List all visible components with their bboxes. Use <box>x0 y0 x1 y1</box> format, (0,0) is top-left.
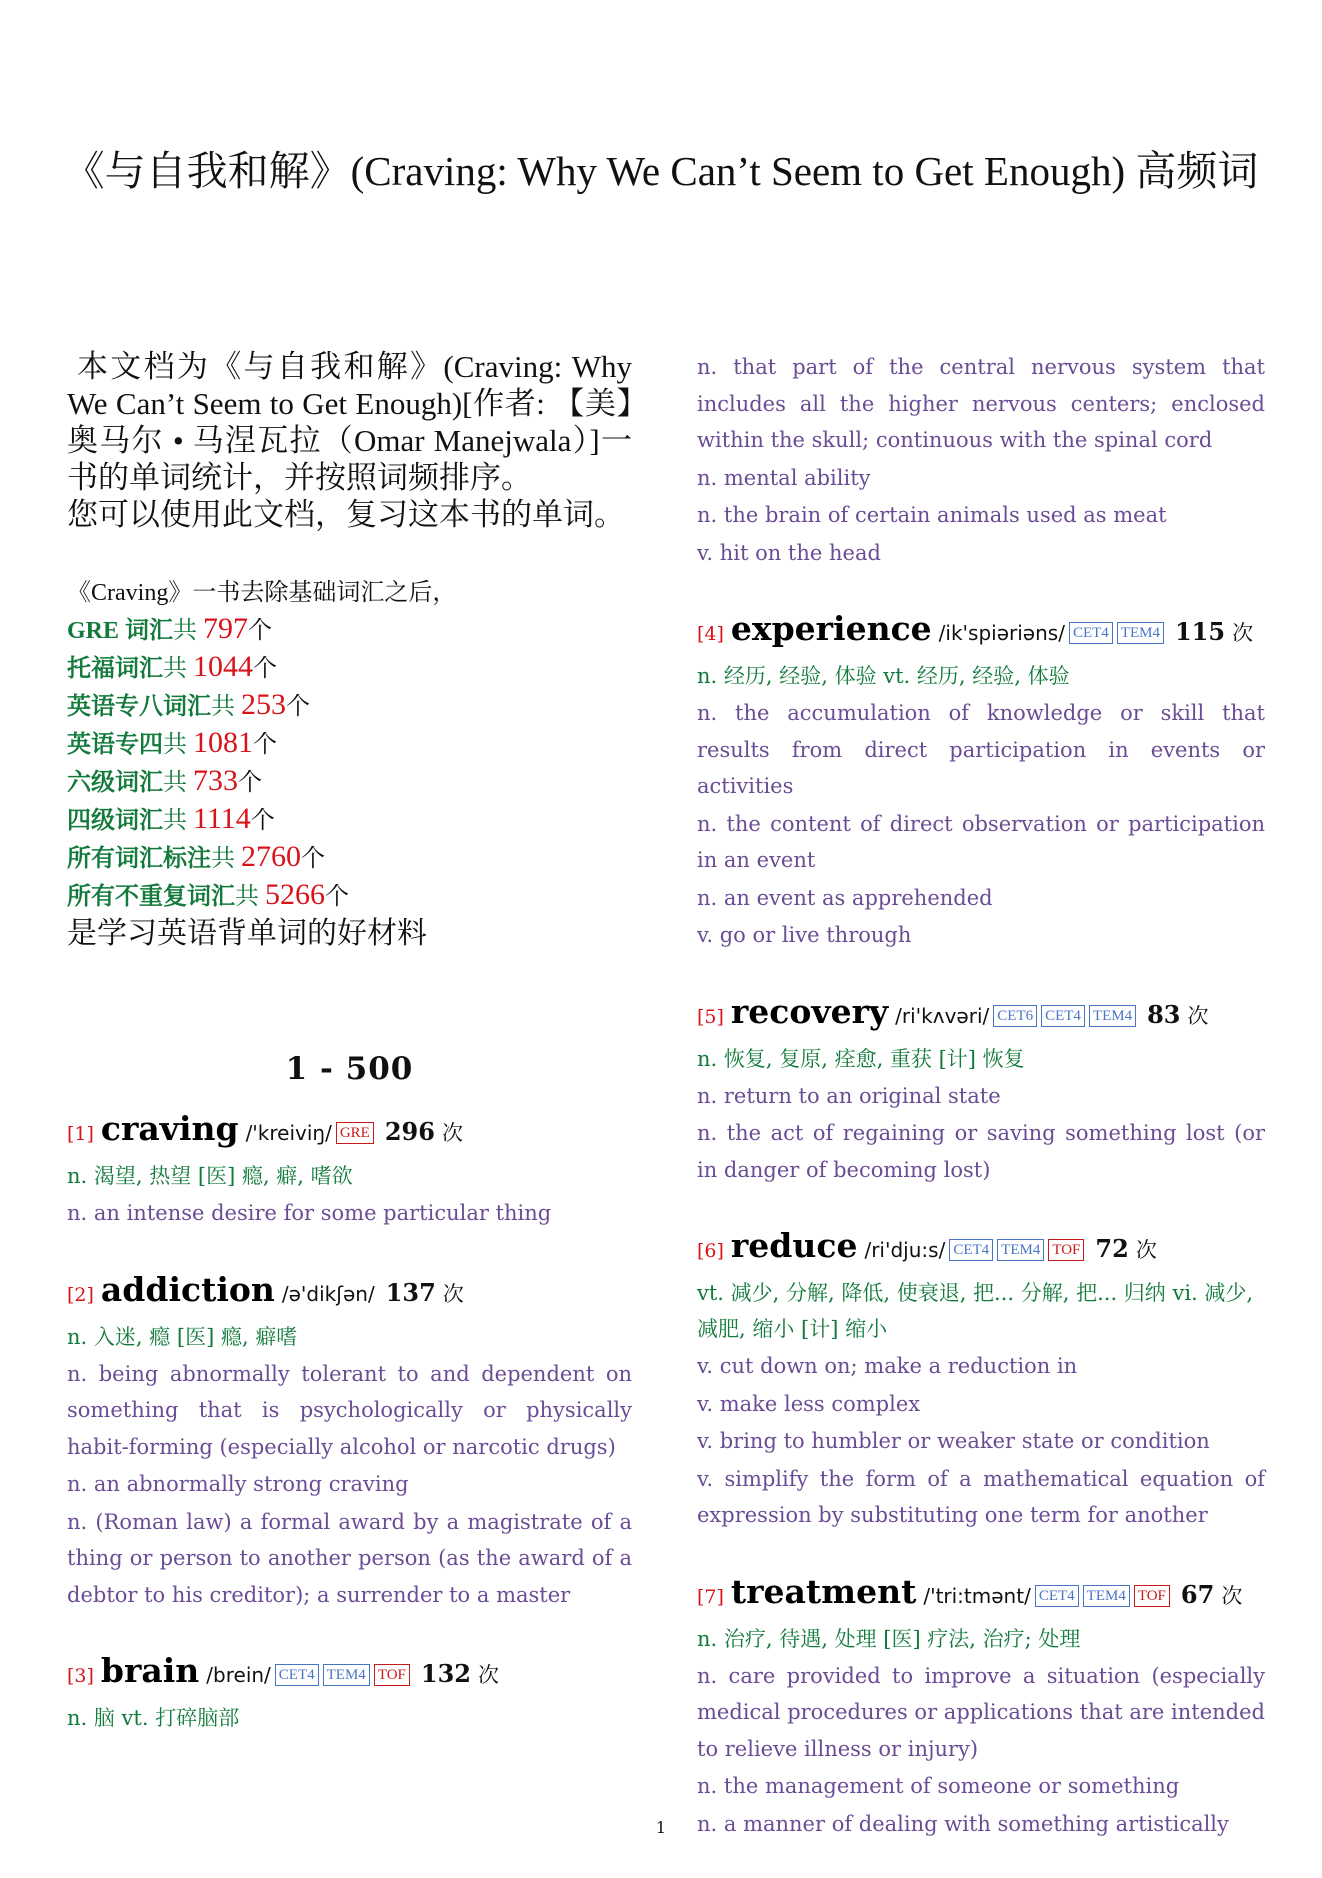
stats-label: GRE 词汇 <box>67 618 174 644</box>
english-definition: n. an event as apprehended <box>697 885 993 910</box>
frequency-unit: 次 <box>1232 621 1254 645</box>
right-column <box>697 348 1265 1878</box>
entry-frequency: 67 <box>1180 1579 1215 1609</box>
stats-label: 六级词汇 <box>67 770 163 796</box>
stats-unit: 个 <box>325 884 349 910</box>
english-definition: v. hit on the head <box>697 540 881 565</box>
stats-label: 托福词汇 <box>67 656 163 682</box>
exam-tag: TOF <box>374 1664 410 1686</box>
stats-row <box>67 611 632 649</box>
stats-block <box>67 575 632 953</box>
stats-row <box>67 877 632 915</box>
frequency-unit: 次 <box>441 1121 463 1145</box>
entry-word: addiction <box>100 1269 275 1309</box>
entry-word: experience <box>730 609 932 648</box>
stats-label: 所有词汇标注 <box>67 846 211 872</box>
stats-unit: 个 <box>248 618 273 644</box>
stats-gong: 共 <box>173 618 204 644</box>
stats-count: 797 <box>203 612 249 645</box>
english-definition: v. go or live through <box>697 923 912 947</box>
word-entry <box>67 1268 632 1614</box>
english-definition: n. the act of regaining or saving something lost (or in danger of becoming lost) <box>697 1121 1265 1182</box>
exam-tag: CET4 <box>1069 622 1113 644</box>
entry-phonetic: /'kreiviŋ/ <box>245 1121 332 1145</box>
stats-label: 英语专八词汇 <box>67 694 211 720</box>
english-definition: n. an abnormally strong craving <box>67 1472 409 1496</box>
entry-head <box>67 1268 632 1317</box>
entry-phonetic: /'tri:tmənt/ <box>923 1583 1031 1608</box>
page-title: 《与自我和解》(Craving: Why We Can’t Seem to Get Enough) 高频词 <box>63 148 1259 194</box>
entry-frequency: 115 <box>1174 617 1226 646</box>
word-entry <box>697 1570 1265 1843</box>
entry-frequency: 296 <box>384 1117 435 1146</box>
entry-word: recovery <box>730 991 889 1031</box>
stats-count: 1114 <box>193 802 251 835</box>
exam-tag: CET6 <box>993 1005 1037 1027</box>
stats-label: 四级词汇 <box>67 808 163 834</box>
english-definition: n. an intense desire for some particular thing <box>67 1201 552 1225</box>
entry-frequency: 83 <box>1147 999 1181 1029</box>
chinese-definition: n. 治疗, 待遇, 处理 [医] 疗法, 治疗; 处理 <box>697 1626 1081 1651</box>
stats-label: 所有不重复词汇 <box>67 884 235 910</box>
stats-rows <box>67 611 632 915</box>
exam-tag: CET4 <box>949 1239 993 1261</box>
english-definition: v. cut down on; make a reduction in <box>697 1354 1078 1378</box>
stats-unit: 个 <box>253 656 277 682</box>
entry-head <box>697 1224 1265 1273</box>
english-definition: v. simplify the form of a mathematical equation of expression by substituting one term for another <box>697 1466 1265 1527</box>
frequency-unit: 次 <box>1135 1238 1157 1262</box>
stats-count: 2760 <box>241 840 301 873</box>
exam-tag: CET4 <box>1041 1005 1085 1027</box>
entry-frequency: 137 <box>385 1277 436 1307</box>
stats-unit: 个 <box>301 846 325 872</box>
exam-tag: TEM4 <box>323 1664 370 1686</box>
english-definition: n. a manner of dealing with something artistically <box>697 1811 1229 1836</box>
english-definition: n. mental ability <box>697 465 871 490</box>
exam-tag: GRE <box>336 1122 374 1144</box>
exam-tag: TEM4 <box>1083 1585 1130 1607</box>
left-column <box>67 348 632 1736</box>
entry-phonetic: /ri'kʌvəri/ <box>895 1003 990 1028</box>
entry-index: [1] <box>67 1123 94 1145</box>
english-definition: n. the content of direct observation or participation in an event <box>697 811 1265 872</box>
english-definition: n. that part of the central nervous system that includes all the higher nervous centers; enclosed within the skull; continuous with the spinal cord <box>697 355 1265 452</box>
stats-row <box>67 801 632 839</box>
stats-tail: 是学习英语背单词的好材料 <box>67 917 427 950</box>
chinese-definition: n. 渴望, 热望 [医] 瘾, 癖, 嗜欲 <box>67 1164 353 1188</box>
frequency-unit: 次 <box>1221 1583 1243 1608</box>
stats-row <box>67 763 632 801</box>
entry-head <box>697 990 1265 1039</box>
stats-label: 英语专四 <box>67 732 163 758</box>
stats-row <box>67 725 632 763</box>
entry-index: [2] <box>67 1283 94 1306</box>
stats-gong: 共 <box>163 656 193 682</box>
entry-continuation <box>697 349 1265 571</box>
english-definition: n. care provided to improve a situation (especially medical procedures or applications that are intended to relieve illness or injury) <box>697 1663 1265 1761</box>
entry-frequency: 72 <box>1095 1234 1129 1263</box>
stats-unit: 个 <box>286 694 310 720</box>
intro-paragraph: 本文档为《与自我和解》(Craving: Why We Can’t Seem to Get Enough)[作者: 【美】奥马尔 • 马涅瓦拉（Omar Manejwala）]一书的单词统计，并按照词频排序。 <box>67 349 632 495</box>
stats-gong: 共 <box>235 884 265 910</box>
stats-gong: 共 <box>211 846 241 872</box>
chinese-definition: vt. 减少, 分解, 降低, 使衰退, 把... 分解, 把... 归纳 vi. 减少, 减肥, 缩小 [计] 缩小 <box>697 1281 1254 1341</box>
english-definition: v. make less complex <box>697 1391 921 1416</box>
entry-index: [7] <box>697 1585 724 1608</box>
english-definition: n. being abnormally tolerant to and dependent on something that is psychologically or physically habit-forming (especially alcohol or narcotic drugs) <box>67 1361 632 1459</box>
stats-count: 1044 <box>193 650 253 683</box>
frequency-unit: 次 <box>1187 1003 1209 1028</box>
english-definition: n. return to an original state <box>697 1083 1001 1108</box>
exam-tag: CET4 <box>275 1664 319 1686</box>
stats-unit: 个 <box>250 808 275 834</box>
entry-index: [5] <box>697 1005 724 1028</box>
intro-paragraph-2: 您可以使用此文档，复习这本书的单词。 <box>67 497 625 532</box>
intro <box>67 348 632 533</box>
english-definition: n. the accumulation of knowledge or skill that results from direct participation in events or activities <box>697 701 1265 798</box>
range-heading: 1 - 500 <box>285 1051 414 1087</box>
stats-row <box>67 839 632 877</box>
exam-tag: TEM4 <box>997 1239 1044 1261</box>
entry-frequency: 132 <box>420 1659 471 1688</box>
entry-index: [3] <box>67 1665 94 1687</box>
chinese-definition: n. 入迷, 瘾 [医] 瘾, 癖嗜 <box>67 1324 298 1349</box>
page-number: 1 <box>655 1818 667 1837</box>
entry-head <box>67 1107 632 1156</box>
exam-tag: CET4 <box>1035 1585 1079 1607</box>
entries-left <box>67 1107 632 1736</box>
word-entry <box>697 1224 1265 1534</box>
exam-tag: TEM4 <box>1089 1005 1136 1027</box>
stats-gong: 共 <box>163 808 193 834</box>
stats-row <box>67 687 632 725</box>
english-definition: n. the brain of certain animals used as meat <box>697 503 1167 527</box>
chinese-definition: n. 经历, 经验, 体验 vt. 经历, 经验, 体验 <box>697 664 1070 688</box>
entry-head <box>67 1649 632 1698</box>
english-definition: v. bring to humbler or weaker state or condition <box>697 1429 1210 1453</box>
entries-right <box>697 607 1265 1842</box>
stats-gong: 共 <box>163 732 193 758</box>
chinese-definition: n. 脑 vt. 打碎脑部 <box>67 1706 240 1730</box>
exam-tag: TOF <box>1048 1239 1084 1261</box>
stats-count: 733 <box>193 764 238 797</box>
frequency-unit: 次 <box>442 1281 464 1306</box>
stats-lead: 《Craving》一书去除基础词汇之后， <box>67 580 457 606</box>
word-entry <box>67 1649 632 1736</box>
stats-row <box>67 649 632 687</box>
frequency-unit: 次 <box>478 1663 499 1687</box>
stats-unit: 个 <box>238 770 262 796</box>
entry-index: [4] <box>697 623 724 645</box>
word-entry <box>67 1107 632 1232</box>
entry-phonetic: /ik'spiəriəns/ <box>938 621 1065 645</box>
stats-unit: 个 <box>253 732 277 758</box>
exam-tag: TOF <box>1134 1585 1170 1607</box>
word-entry <box>697 607 1265 954</box>
exam-tag: TEM4 <box>1117 622 1164 644</box>
word-entry <box>697 990 1265 1189</box>
chinese-definition: n. 恢复, 复原, 痊愈, 重获 [计] 恢复 <box>697 1046 1025 1071</box>
english-definition: n. the management of someone or something <box>697 1774 1180 1798</box>
entry-word: reduce <box>730 1226 858 1265</box>
entry-index: [6] <box>697 1240 724 1262</box>
entry-phonetic: /brein/ <box>206 1663 271 1687</box>
stats-count: 1081 <box>193 726 253 759</box>
entry-word: craving <box>100 1109 239 1148</box>
entry-phonetic: /ri'dju:s/ <box>864 1238 946 1262</box>
stats-gong: 共 <box>163 770 193 796</box>
entry-word: treatment <box>730 1571 917 1611</box>
entry-word: brain <box>100 1651 200 1690</box>
english-definition: n. (Roman law) a formal award by a magistrate of a thing or person to another person (as the award of a debtor to his creditor); a surrender to a master <box>67 1509 632 1607</box>
entry-head <box>697 607 1265 656</box>
entry-head <box>697 1570 1265 1619</box>
entry-phonetic: /ə'dikʃən/ <box>281 1281 375 1306</box>
stats-count: 253 <box>241 688 286 721</box>
stats-count: 5266 <box>265 878 325 911</box>
stats-gong: 共 <box>211 694 241 720</box>
